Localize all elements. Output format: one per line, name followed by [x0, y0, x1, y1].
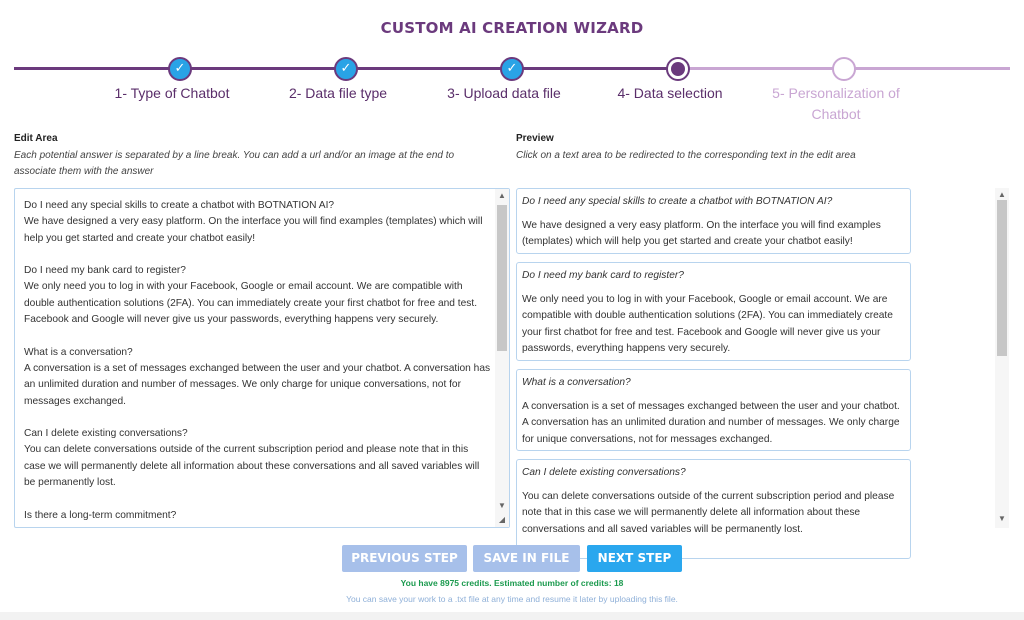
- edit-textarea[interactable]: [14, 188, 510, 528]
- preview-scroll-thumb[interactable]: [997, 200, 1007, 356]
- preview-scrollbar[interactable]: [995, 188, 1009, 528]
- edit-scroll-up-icon[interactable]: ▲: [498, 191, 506, 200]
- step-4-label: 4- Data selection: [617, 85, 723, 101]
- step-3-check-icon[interactable]: ✓: [500, 57, 524, 81]
- save-in-file-button[interactable]: SAVE IN FILE: [473, 545, 580, 572]
- edit-area-description: Each potential answer is separated by a line break. You can add a url and/or an image at the end to associate them with the answer: [14, 150, 455, 177]
- step-1-label[interactable]: 1- Type of Chatbot: [114, 85, 230, 101]
- preview-card-question[interactable]: Can I delete existing conversations?: [522, 467, 686, 478]
- save-note: You can save your work to a .txt file at any time and resume it later by uploading this file.: [346, 594, 678, 604]
- preview-card-question[interactable]: What is a conversation?: [522, 377, 631, 388]
- step-3-label[interactable]: 3- Upload data file: [447, 85, 561, 101]
- step-5-pending-dot-icon: [832, 57, 856, 81]
- preview-scroll-down-icon[interactable]: ▼: [998, 514, 1006, 523]
- edit-textarea-content[interactable]: Do I need any special skills to create a chatbot with BOTNATION AI? We have designed a very easy platform. On the interface you will find examples (templates) which will help you get started and create your chatbot easily! Do I need my bank card to register? We only need you to log in with your Facebook, Google or email account. We are compatible with double authentication solutions (2FA). You can immediately create your first chatbot for free and test. Facebook and Google will never give us your passwords, everything happens very securely. What is a conversation? A conversation is a set of messages exchanged between the user and your chatbot. A conversation has an unlimited duration and number of messages. We only charge for unique conversations, not for messages exchanged. Can I delete existing conversations? You can delete conversations outside of the current subscription period and please note that in this case we will permanently delete all information about these conversations and all saved variables will be permanently lost. Is there a long-term commitment?: [24, 200, 491, 521]
- step-1-check-icon[interactable]: ✓: [168, 57, 192, 81]
- step-2-check-icon[interactable]: ✓: [334, 57, 358, 81]
- preview-panel: [516, 188, 912, 535]
- preview-heading: Preview: [516, 133, 554, 144]
- preview-card-answer[interactable]: You can delete conversations outside of the current subscription period and please note that in this case we will permanently delete all information about these conversations and all saved variables will be permanently lost.: [522, 491, 895, 535]
- credits-info: You have 8975 credits. Estimated number of credits: 18: [400, 578, 624, 588]
- step-2-label[interactable]: 2- Data file type: [288, 85, 388, 101]
- preview-card-answer[interactable]: A conversation is a set of messages exchanged between the user and your chatbot. A conversation has an unlimited duration and number of messages. We only charge for unique conversations, not for messages exchanged.: [522, 401, 900, 445]
- preview-card-question[interactable]: Do I need my bank card to register?: [522, 270, 684, 281]
- edit-scroll-thumb[interactable]: [497, 205, 507, 351]
- preview-card[interactable]: [516, 262, 911, 361]
- step-5-label: 5- Personalization of Chatbot: [772, 85, 900, 122]
- edit-scrollbar[interactable]: [495, 189, 509, 527]
- edit-scroll-down-icon[interactable]: ▼: [498, 501, 506, 510]
- preview-card-question[interactable]: Do I need any special skills to create a chatbot with BOTNATION AI?: [522, 196, 833, 207]
- wizard-title: CUSTOM AI CREATION WIZARD: [380, 19, 644, 37]
- bottom-bar: [0, 612, 1024, 620]
- preview-card[interactable]: [516, 459, 911, 559]
- previous-step-button[interactable]: PREVIOUS STEP: [342, 545, 467, 572]
- preview-description: Click on a text area to be redirected to the corresponding text in the edit area: [516, 150, 856, 161]
- preview-card[interactable]: [516, 188, 911, 254]
- resize-handle-icon[interactable]: ◢: [498, 515, 506, 524]
- preview-card[interactable]: [516, 369, 911, 451]
- preview-card-answer[interactable]: We have designed a very easy platform. On the interface you will find examples (templates) which will help you get started and create your chatbot easily!: [522, 220, 881, 248]
- preview-scroll-up-icon[interactable]: ▲: [998, 190, 1006, 199]
- next-step-button[interactable]: NEXT STEP: [587, 545, 682, 572]
- edit-area-heading: Edit Area: [14, 133, 58, 144]
- step-4-current-dot-icon: [666, 57, 690, 81]
- preview-card-answer[interactable]: We only need you to log in with your Facebook, Google or email account. We are compatible with double authentication solutions (2FA). You can immediately create your first chatbot for free and test. Facebook and Google will never give us your passwords, everything happens very securely.: [522, 294, 893, 354]
